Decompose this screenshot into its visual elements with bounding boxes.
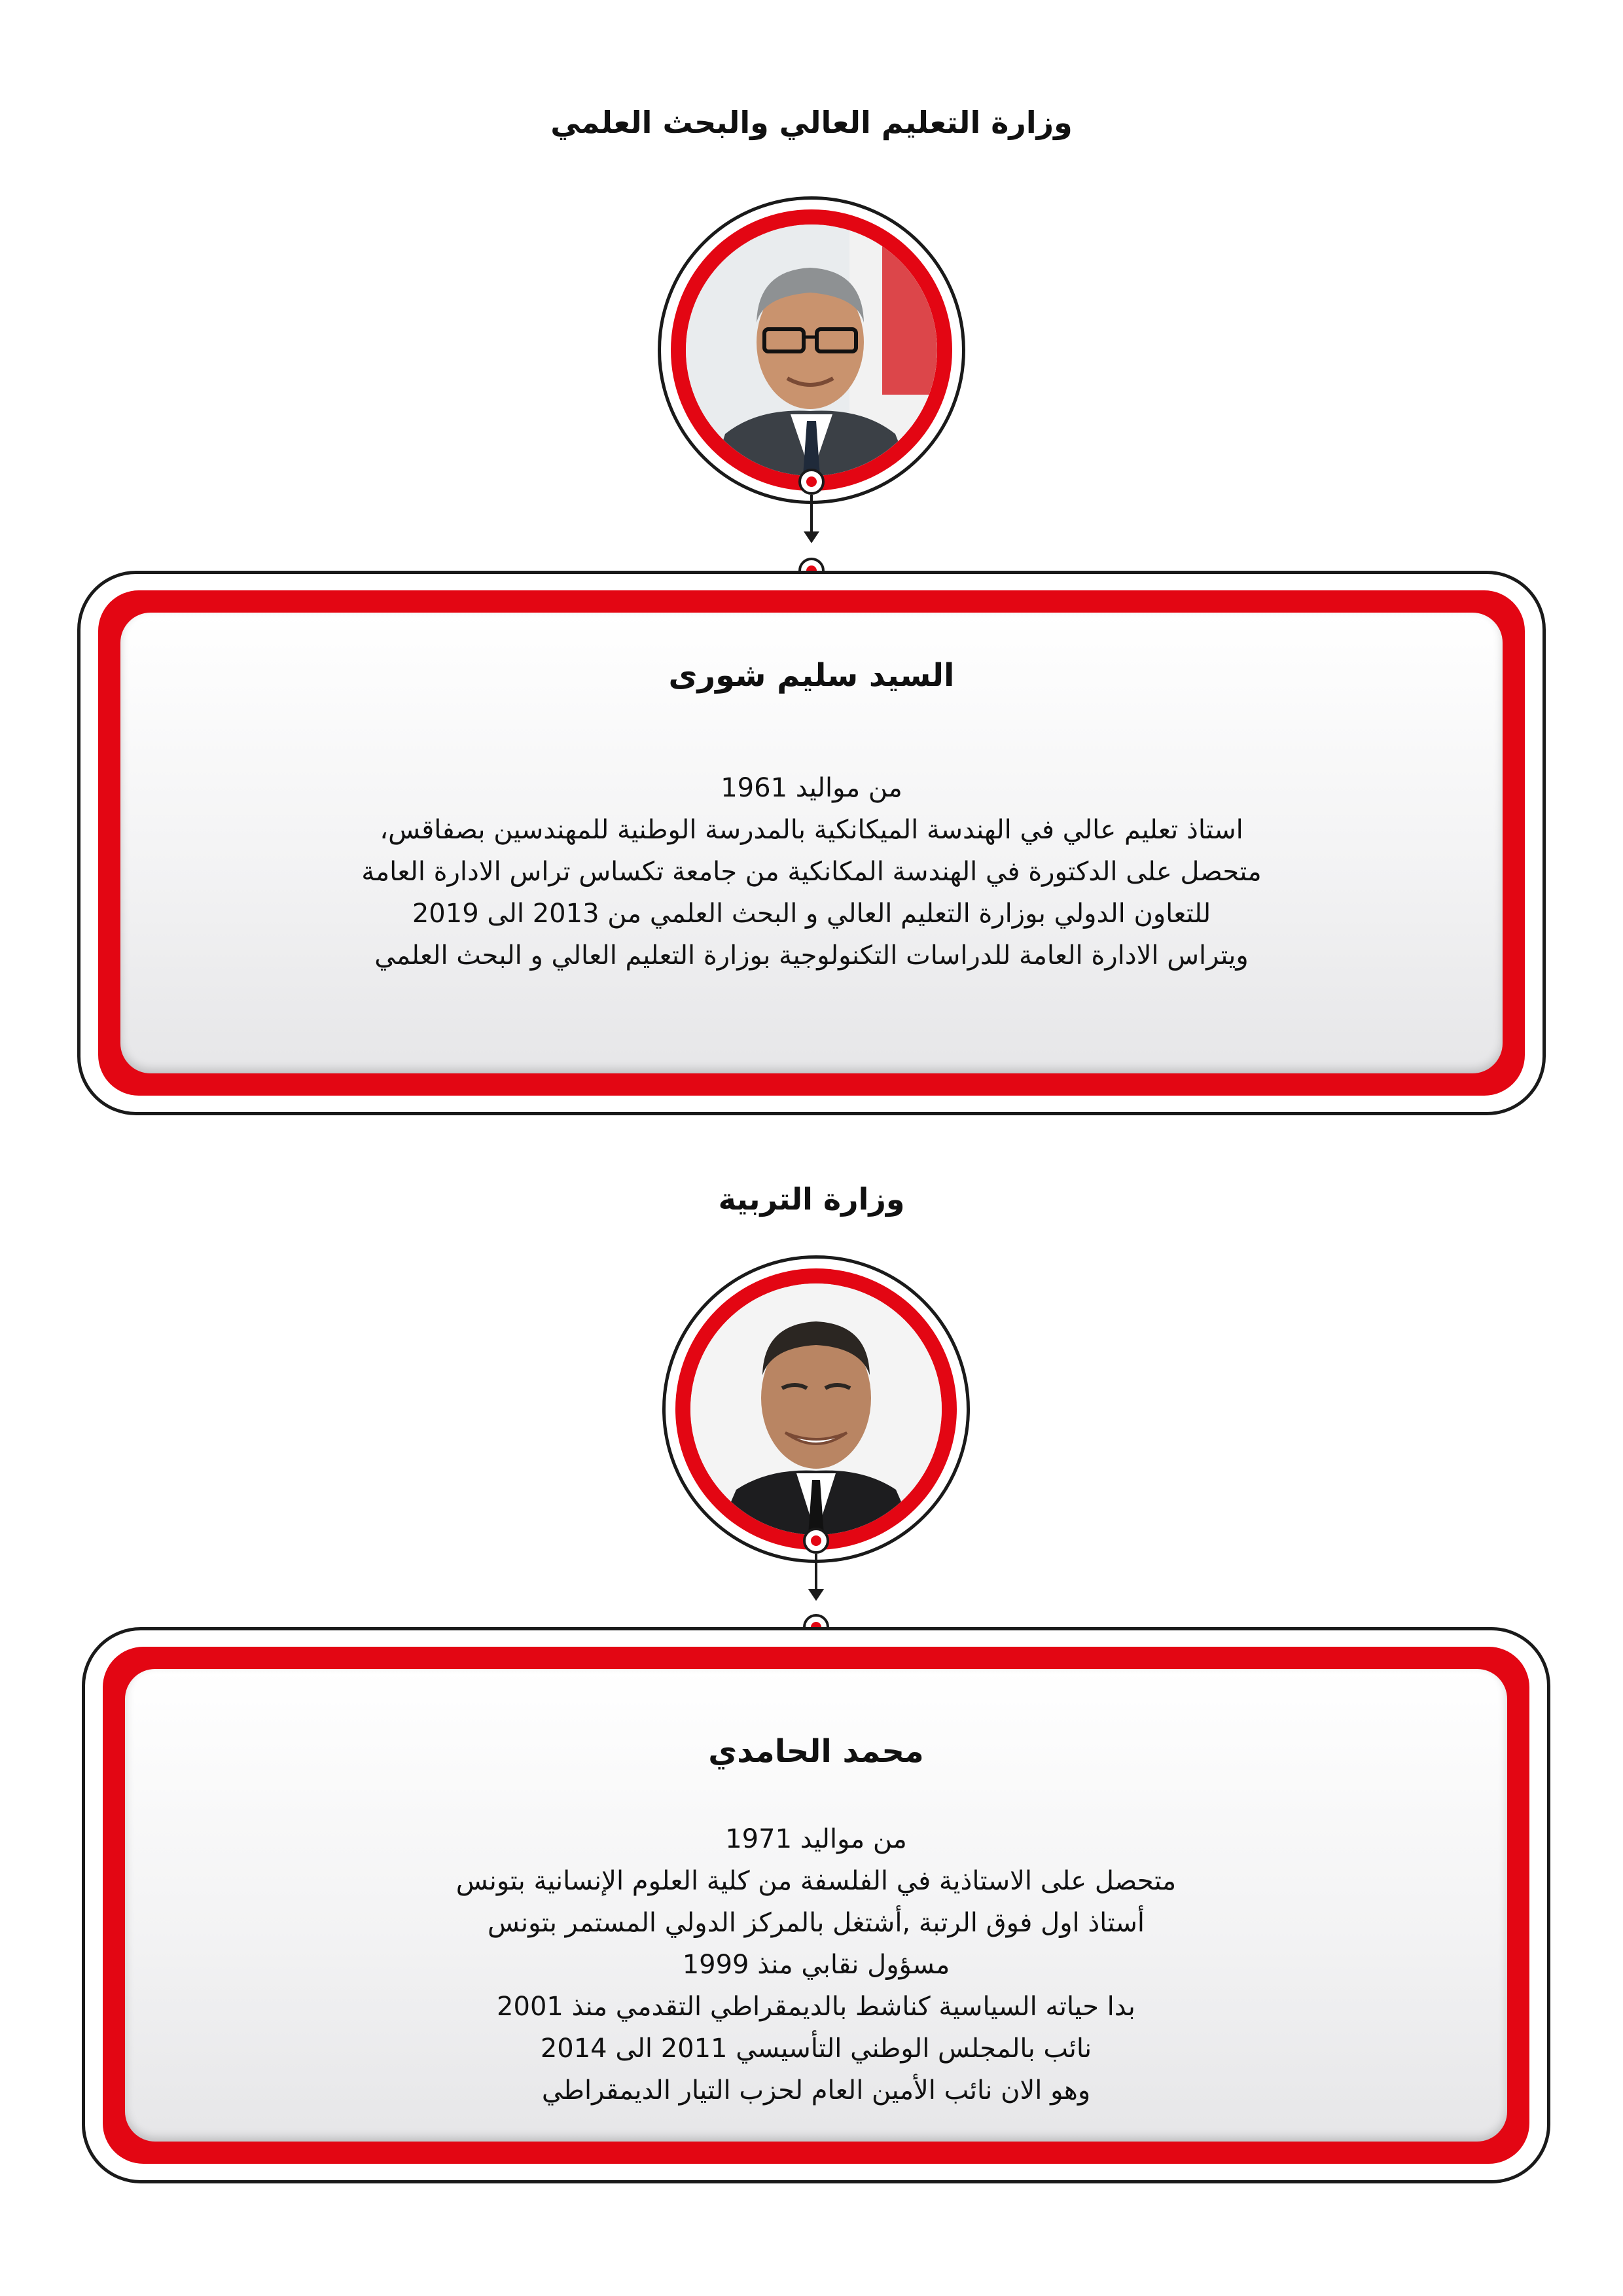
connector-dot-top xyxy=(798,469,825,495)
connector-line xyxy=(815,1554,817,1594)
bio-line: من مواليد 1961 xyxy=(721,773,902,803)
bio-line: للتعاون الدولي بوزارة التعليم العالي و البحث العلمي من 2013 الى 2019 xyxy=(412,899,1211,929)
person-name: محمد الحامدي xyxy=(708,1733,924,1770)
bio-line: استاذ تعليم عالي في الهندسة الميكانكية بالمدرسة الوطنية للمهندسين بصفاقس، xyxy=(380,815,1243,845)
connector-dot-top xyxy=(803,1528,829,1554)
person-portrait-icon xyxy=(686,224,937,476)
arrow-down-icon xyxy=(804,531,819,543)
arrow-down-icon xyxy=(808,1589,824,1601)
connector-line xyxy=(810,495,813,537)
person-portrait-icon xyxy=(690,1283,942,1535)
avatar-photo-minister-2 xyxy=(690,1283,942,1535)
avatar-photo-minister-1 xyxy=(686,224,937,476)
ministry-title-education: وزارة التربية xyxy=(718,1181,905,1217)
bio-line: نائب بالمجلس الوطني التأسيسي 2011 الى 2014 xyxy=(540,2034,1092,2064)
bio-text xyxy=(120,767,1503,977)
person-name: السيد سليم شورى xyxy=(668,657,955,694)
bio-line: من مواليد 1971 xyxy=(725,1824,907,1854)
bio-line: متحصل على الدكتورة في الهندسة المكانكية من جامعة تكساس تراس الادارة العامة xyxy=(361,857,1262,887)
bio-line: متحصل على الاستاذية في الفلسفة من كلية العلوم الإنسانية بتونس xyxy=(455,1866,1177,1896)
bio-line: بدا حياته السياسية كناشط بالديمقراطي التقدمي منذ 2001 xyxy=(497,1992,1135,2022)
bio-line: ويتراس الادارة العامة للدراسات التكنولوجية بوزارة التعليم العالي و البحث العلمي xyxy=(374,941,1249,971)
bio-text xyxy=(125,1818,1507,2111)
bio-line: مسؤول نقابي منذ 1999 xyxy=(682,1950,950,1980)
bio-card-minister-1 xyxy=(120,613,1503,1073)
bio-line: وهو الان نائب الأمين العام لحزب التيار الديمقراطي xyxy=(541,2075,1091,2106)
bio-card-minister-2 xyxy=(125,1669,1507,2142)
ministry-title-higher-education: وزارة التعليم العالي والبحث العلمي xyxy=(550,105,1073,140)
bio-line: أستاذ اول فوق الرتبة ,أشتغل بالمركز الدولي المستمر بتونس xyxy=(487,1908,1145,1938)
